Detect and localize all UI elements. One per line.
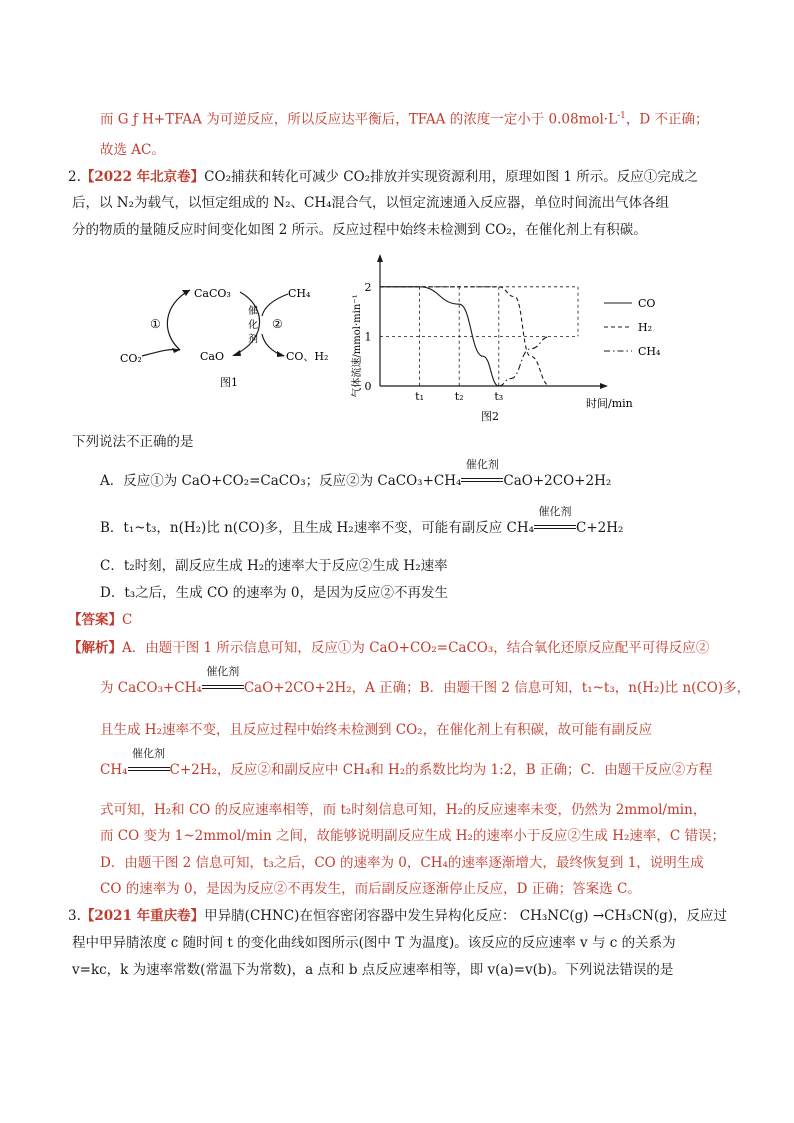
arrow-head: [182, 290, 190, 296]
ch4-in-arrow: [262, 294, 288, 316]
text-span: C+2H₂: [576, 520, 624, 536]
catalyst-equals: [534, 504, 576, 537]
question-source: 【2021 年重庆卷】: [80, 908, 205, 924]
ch4-label: CH₄: [288, 287, 311, 300]
x-axis-label: 时间/min: [586, 397, 633, 410]
y-axis-arrow: [377, 254, 383, 262]
answer-line: [68, 610, 132, 630]
catalyst-equals: [202, 664, 244, 697]
option-d: D．t₃之后，生成 CO 的速率为 0，是因为反应②不再发生: [100, 585, 449, 601]
x-tick-label: t₂: [454, 390, 464, 403]
double-bar: [534, 525, 576, 529]
text-span: 而 G ƒ H+TFAA 为可逆反应，所以反应达平衡后，TFAA 的浓度一定小于 0.08mol·L: [100, 111, 618, 128]
chart-legend: [604, 297, 661, 358]
analysis-label: 【解析】: [68, 640, 122, 656]
option-a: [100, 457, 612, 492]
legend-label: CH₄: [638, 345, 661, 358]
arrow-head: [277, 351, 285, 357]
analysis-line: 式可知，H₂和 CO 的反应速率相等，而 t₂时刻信息可知，H₂的反应速率未变，仍然为 2mmol/min，: [100, 802, 707, 818]
reaction-2-label: ②: [272, 317, 283, 331]
x-tick-label: t₃: [494, 390, 504, 403]
answer-value: C: [122, 612, 133, 628]
text-span: CaO+2CO+2H₂，A 正确；B．由题干图 2 信息可知，t₁~t₃，n(H₂)比 n(CO)多，: [243, 680, 751, 696]
analysis-line: [100, 664, 751, 699]
text-line: 故选 AC。: [100, 142, 165, 158]
y-tick-label: 1: [364, 330, 372, 344]
double-bar: [461, 478, 503, 482]
chart-ticks: [365, 281, 504, 403]
catalyst-char: 催: [248, 306, 258, 317]
figure-1-caption: 图1: [220, 376, 238, 389]
catalyst-equals: [128, 746, 170, 779]
text-span: A．由题干图 1 所示信息可知，反应①为 CaO+CO₂=CaCO₃，结合氧化还原反应配平可得反应②: [122, 640, 710, 656]
question-source: 【2022 年北京卷】: [80, 169, 205, 185]
figure-1-cycle-diagram: [112, 252, 342, 392]
analysis-line: 而 CO 变为 1~2mmol/min 之间，故能够说明副反应生成 H₂的速率小于反应②生成 H₂速率，C 错误；: [100, 828, 726, 844]
chart-axes: [377, 254, 608, 389]
left-arc-arrow: [167, 290, 190, 350]
x-tick-label: t₁: [415, 390, 425, 403]
catalyst-label: 催化剂: [132, 746, 166, 760]
analysis-line: D．由题干图 2 信息可知，t₃之后，CO 的速率为 0，CH₄的速率逐渐增大，最终恢复到 1，说明生成: [100, 855, 704, 871]
question-3-line: [68, 906, 727, 926]
y-tick-label: 0: [364, 380, 372, 393]
figure-2-chart: [346, 250, 686, 425]
text-line: 程中甲异腈浓度 c 随时间 t 的变化曲线如图所示(图中 T 为温度)。该反应的反应速率 v 与 c 的关系为: [72, 935, 676, 951]
co2-label: CO₂: [120, 352, 142, 365]
text-span: ，D 不正确；: [625, 111, 709, 128]
figure-2-caption: 图2: [481, 410, 499, 423]
analysis-line: CO 的速率为 0，是因为反应②不再发生，而后副反应逐渐停止反应，D 正确；答案选 C。: [100, 881, 641, 897]
y-axis-label: 气体流速/mmol·min⁻¹: [352, 294, 363, 398]
products-label: CO、H₂: [286, 350, 329, 363]
cao-label: CaO: [200, 350, 224, 363]
legend-label: CO: [638, 297, 656, 310]
arrow-head: [232, 350, 241, 356]
products-out-arrow: [262, 334, 284, 356]
question-number: 2.: [68, 169, 81, 185]
superscript: -1: [617, 111, 626, 121]
text-line: 后，以 N₂为载气，以恒定组成的 N₂、CH₄混合气，以恒定流速通入反应器，单位时间流出气体各组: [72, 195, 670, 211]
double-bar: [202, 685, 244, 689]
option-c: C．t₂时刻，副反应生成 H₂的速率大于反应②生成 H₂速率: [100, 558, 448, 574]
text-line: [100, 106, 708, 130]
analysis-line: [100, 746, 713, 781]
catalyst-label: 催化剂: [465, 457, 499, 471]
question-number: 3.: [68, 908, 81, 924]
text-line: v=kc，k 为速率常数(常温下为常数)，a 点和 b 点反应速率相等，即 v(a)=v(b)。下列说法错误的是: [72, 962, 674, 978]
text-span: B．t₁~t₃，n(H₂)比 n(CO)多，且生成 H₂速率不变，可能有副反应 CH₄: [100, 520, 535, 536]
analysis-line: 且生成 H₂速率不变，且反应过程中始终未检测到 CO₂，在催化剂上有积碳，故可能有副反应: [100, 722, 653, 738]
catalyst-equals: [461, 457, 503, 490]
question-prompt: 下列说法不正确的是: [72, 434, 194, 450]
text-span: 为 CaCO₃+CH₄: [100, 680, 202, 696]
legend-label: H₂: [638, 321, 653, 334]
option-b: [100, 504, 624, 539]
text-span: CaO+2CO+2H₂: [503, 473, 612, 489]
catalyst-char: 化: [248, 320, 258, 331]
text-span: A．反应①为 CaO+CO₂=CaCO₃；反应②为 CaCO₃+CH₄: [100, 473, 462, 489]
chart-grid: [380, 287, 578, 386]
text-line: 分的物质的量随反应时间变化如图 2 所示。反应过程中始终未检测到 CO₂，在催化剂上有积碳。: [72, 222, 647, 238]
catalyst-label: 催化剂: [538, 504, 572, 518]
question-2-line: [68, 167, 698, 187]
double-bar: [128, 767, 170, 771]
text-span: 甲异腈(CHNC)在恒容密闭容器中发生异构化反应： CH₃NC(g) →CH₃CN(g)，反应过: [204, 908, 728, 924]
reaction-1-label: ①: [150, 317, 161, 331]
answer-label: 【答案】: [68, 612, 122, 628]
caco3-label: CaCO₃: [194, 287, 231, 300]
text-span: CH₄: [100, 762, 128, 778]
text-span: CO₂捕获和转化可减少 CO₂排放并实现资源利用，原理如图 1 所示。反应①完成之: [204, 169, 698, 185]
y-tick-label: 2: [364, 280, 372, 294]
catalyst-label: 催化剂: [206, 664, 240, 678]
catalyst-char: 剂: [248, 334, 258, 345]
x-axis-arrow: [600, 383, 608, 389]
text-span: C+2H₂，反应②和副反应中 CH₄和 H₂的系数比均为 1:2，B 正确；C．由题干反应②方程: [169, 762, 713, 778]
analysis-line: [68, 638, 709, 658]
